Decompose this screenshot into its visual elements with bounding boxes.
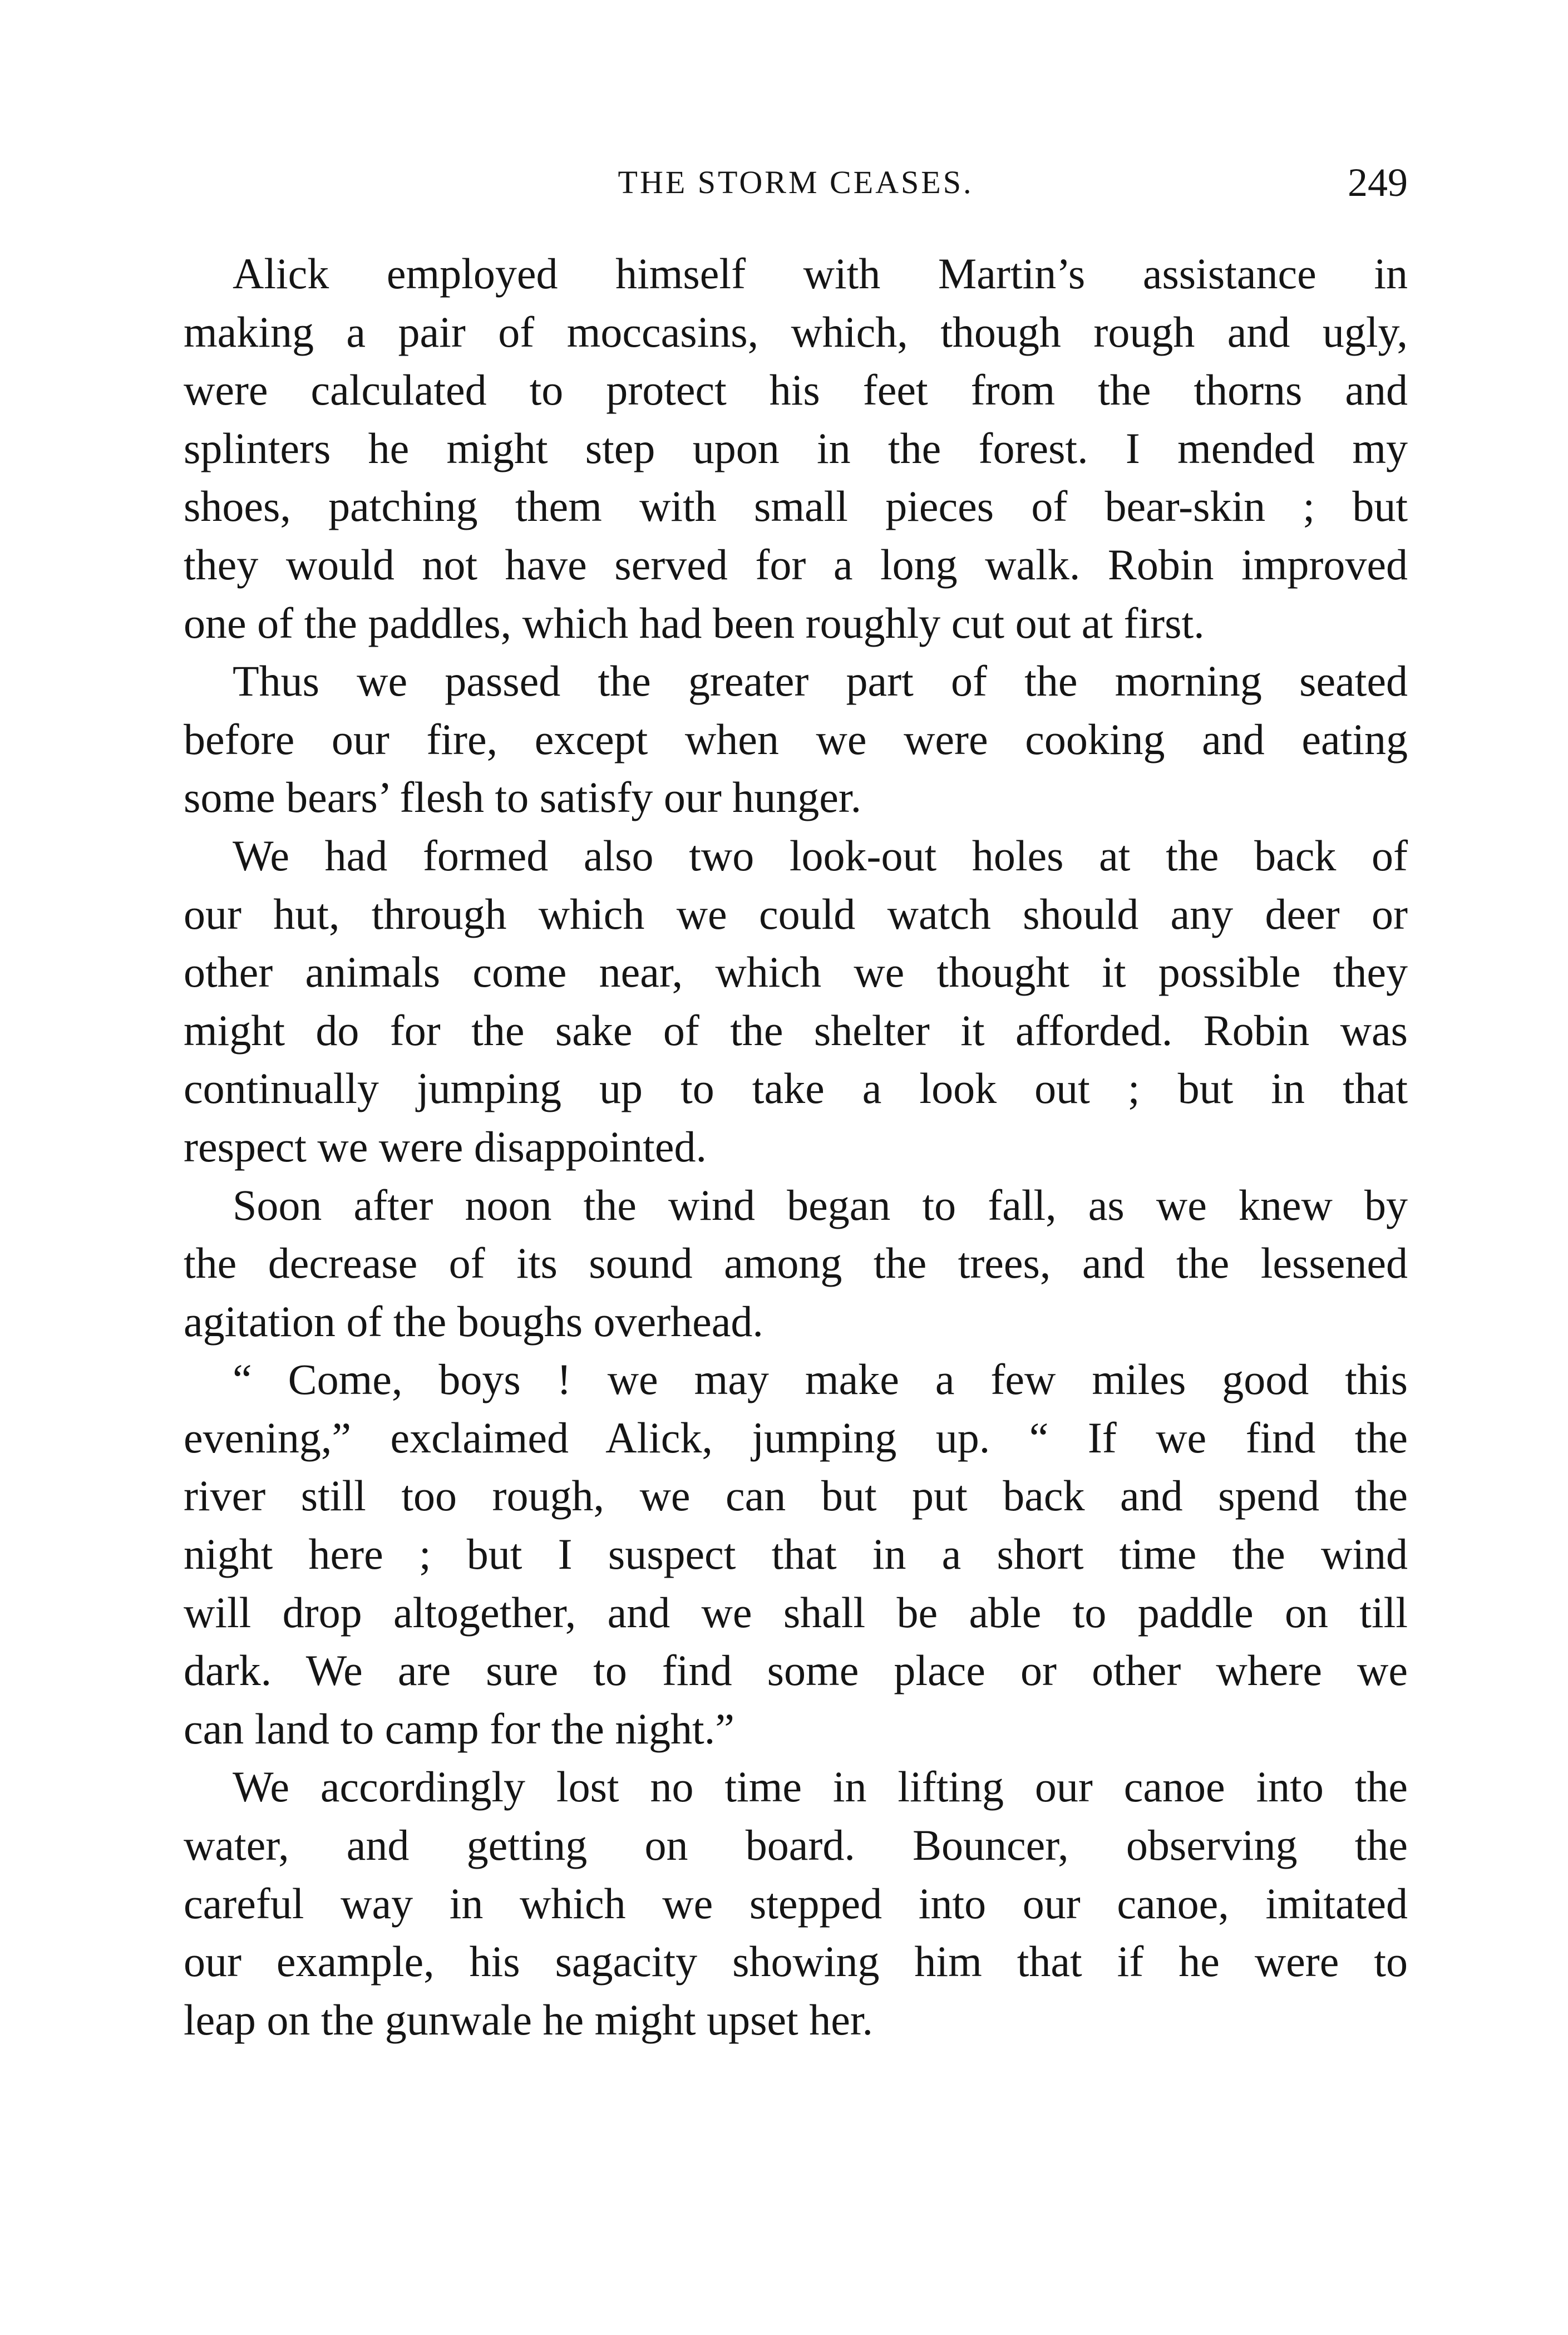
running-head: [184, 155, 1408, 216]
text-line: our hut, through which we could watch should any deer or: [184, 889, 1408, 938]
text-line: will drop altogether, and we shall be able to paddle on till: [184, 1588, 1408, 1637]
text-line: dark. We are sure to find some place or other where we: [184, 1646, 1408, 1695]
text-line: Thus we passed the greater part of the morning seated: [233, 657, 1408, 706]
text-line: “ Come, boys ! we may make a few miles good this: [233, 1355, 1408, 1404]
text-line: the decrease of its sound among the trees, and the lessened: [184, 1239, 1408, 1288]
running-title: THE STORM CEASES.: [618, 164, 974, 200]
text-line: might do for the sake of the shelter it afforded. Robin was: [184, 1006, 1408, 1055]
text-line: continually jumping up to take a look out ; but in that: [184, 1064, 1408, 1113]
text-line: evening,” exclaimed Alick, jumping up. “ If we find the: [184, 1413, 1408, 1462]
text-line: before our fire, except when we were cooking and eating: [184, 715, 1408, 763]
page-number: 249: [1348, 160, 1408, 205]
text-line: making a pair of moccasins, which, though rough and ugly,: [184, 307, 1408, 356]
text-line: Alick employed himself with Martin’s assistance in: [233, 249, 1408, 298]
text-line: one of the paddles, which had been roughly cut out at first.: [184, 598, 1205, 647]
text-line: careful way in which we stepped into our canoe, imitated: [184, 1879, 1408, 1928]
text-line: our example, his sagacity showing him that if he were to: [184, 1937, 1408, 1986]
text-line: can land to camp for the night.”: [184, 1704, 734, 1753]
text-line: We had formed also two look-out holes at the back of: [233, 831, 1408, 880]
text-line: We accordingly lost no time in lifting our canoe into the: [233, 1762, 1408, 1811]
text-line: agitation of the boughs overhead.: [184, 1297, 763, 1346]
text-line: Soon after noon the wind began to fall, as we knew by: [233, 1180, 1408, 1229]
text-line: respect we were disappointed.: [184, 1122, 707, 1171]
body-text: [184, 245, 1408, 2049]
text-line: water, and getting on board. Bouncer, observing the: [184, 1821, 1408, 1870]
text-line: other animals come near, which we thought it possible they: [184, 948, 1408, 997]
text-line: were calculated to protect his feet from the thorns and: [184, 366, 1408, 415]
text-line: river still too rough, we can but put back and spend the: [184, 1471, 1408, 1520]
text-line: splinters he might step upon in the forest. I mended my: [184, 423, 1408, 472]
text-line: they would not have served for a long walk. Robin improved: [184, 540, 1408, 589]
text-line: shoes, patching them with small pieces of bear-skin ; but: [184, 482, 1408, 531]
text-line: some bears’ flesh to satisfy our hunger.: [184, 773, 862, 822]
text-line: night here ; but I suspect that in a short time the wind: [184, 1530, 1408, 1579]
text-line: leap on the gunwale he might upset her.: [184, 1995, 874, 2044]
